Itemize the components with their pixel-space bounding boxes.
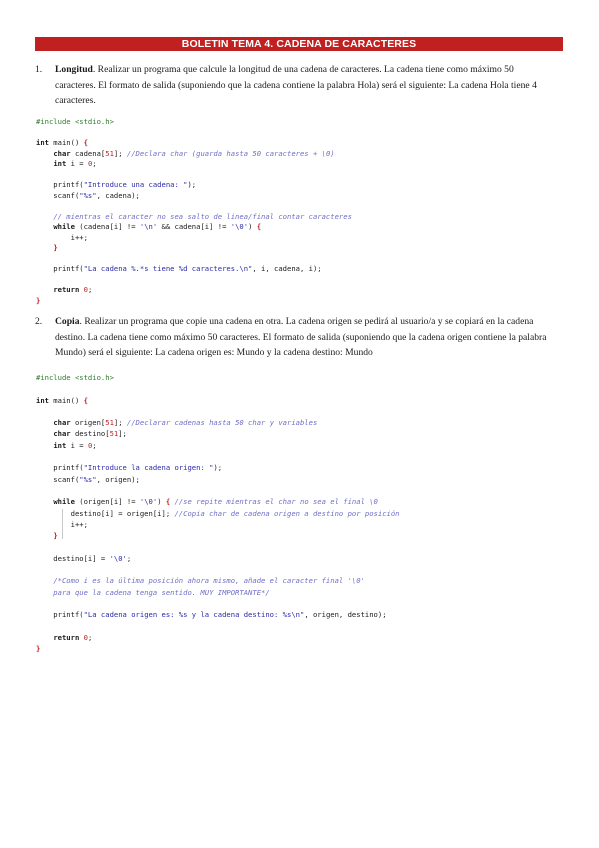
code-line: int i = 0; (53, 440, 97, 450)
code-line: } (36, 644, 41, 654)
code-line (36, 383, 566, 394)
code-line: scanf("%s", cadena); (36, 190, 140, 200)
code-line (36, 254, 566, 265)
code-line (36, 541, 566, 552)
page-title: BOLETIN TEMA 4. CADENA DE CARACTERES (35, 37, 563, 51)
code-line: char cadena[51]; //Declara char (guarda hasta 50 caracteres + \0) (53, 148, 335, 158)
exercise-2-code (36, 372, 566, 654)
code-line (36, 598, 566, 609)
code-line (36, 564, 566, 575)
exercise-1-number: 1. (35, 64, 43, 75)
exercise-2-description: . Realizar un programa que copie una cadena en otra. La cadena origen se pedirá al usuario/a y se copiará en la cadena destino. La cadena tiene como máximo 50 caracteres. El formato de salida (suponiendo que la cadena origen contiene la palabra Mundo) será el siguiente: La cadena origen es: Mundo y la cadena destino: Mundo (55, 316, 547, 358)
code-line: #include <stdio.h> (36, 117, 114, 126)
code-line: printf("Introduce la cadena origen: "); (36, 463, 223, 473)
code-line: int main() { (36, 395, 88, 405)
code-line: i++; (36, 232, 88, 242)
exercise-2 (35, 314, 555, 361)
exercise-1 (35, 62, 555, 109)
code-line (36, 170, 566, 181)
code-line: int main() { (36, 138, 88, 147)
code-line: i++; (36, 519, 88, 529)
exercise-1-description: . Realizar un programa que calcule la longitud de una cadena de caracteres. La cadena tiene como máximo 50 caracteres. El formato de salida (suponiendo que la cadena contiene la palabra Hola) será el siguiente: La cadena Hola tiene 4 caracteres. (55, 64, 537, 106)
code-line (36, 451, 566, 462)
code-line (36, 201, 566, 212)
code-line (36, 621, 566, 632)
code-line: char origen[51]; //Declarar cadenas hasta 50 char y variables (53, 418, 318, 428)
code-line: // mientras el caracter no sea salto de linea/final contar caracteres (53, 211, 352, 221)
exercise-1-code (36, 117, 566, 306)
exercise-1-name: Longitud (55, 64, 93, 75)
code-line: destino[i] = '\0'; (36, 553, 132, 563)
exercise-2-number: 2. (35, 316, 43, 327)
code-line: while (origen[i] != '\0') { //se repite mientras el char no sea el final \0 (53, 497, 378, 507)
code-line: } (53, 243, 58, 252)
code-line (36, 485, 566, 496)
code-line: return 0; (53, 632, 93, 642)
code-line: printf("La cadena %.*s tiene %d caracteres.\n", i, cadena, i); (36, 264, 322, 273)
code-line: #include <stdio.h> (36, 373, 114, 382)
code-line: scanf("%s", origen); (36, 474, 140, 484)
exercise-2-name: Copia (55, 316, 80, 327)
code-line: } (36, 295, 41, 305)
code-line (36, 128, 566, 139)
code-line: destino[i] = origen[i]; //Copia char de cadena origen a destino por posición (36, 508, 400, 518)
code-line: para que la cadena tenga sentido. MUY IMPORTANTE*/ (36, 587, 270, 597)
code-line: while (cadena[i] != '\n' && cadena[i] != '\0') { (53, 222, 262, 231)
code-line: return 0; (53, 285, 93, 294)
code-line: printf("Introduce una cadena: "); (36, 180, 197, 189)
code-line: } (53, 531, 58, 541)
code-line: char destino[51]; (53, 429, 127, 439)
code-line: /*Como i es la última posición ahora mismo, añade el caracter final '\0' (53, 576, 365, 586)
code-line: printf("La cadena origen es: %s y la cadena destino: %s\n", origen, destino); (36, 610, 387, 620)
code-line (36, 406, 566, 417)
code-line (36, 275, 566, 286)
indent-guide (62, 509, 63, 539)
code-line: int i = 0; (53, 159, 97, 168)
